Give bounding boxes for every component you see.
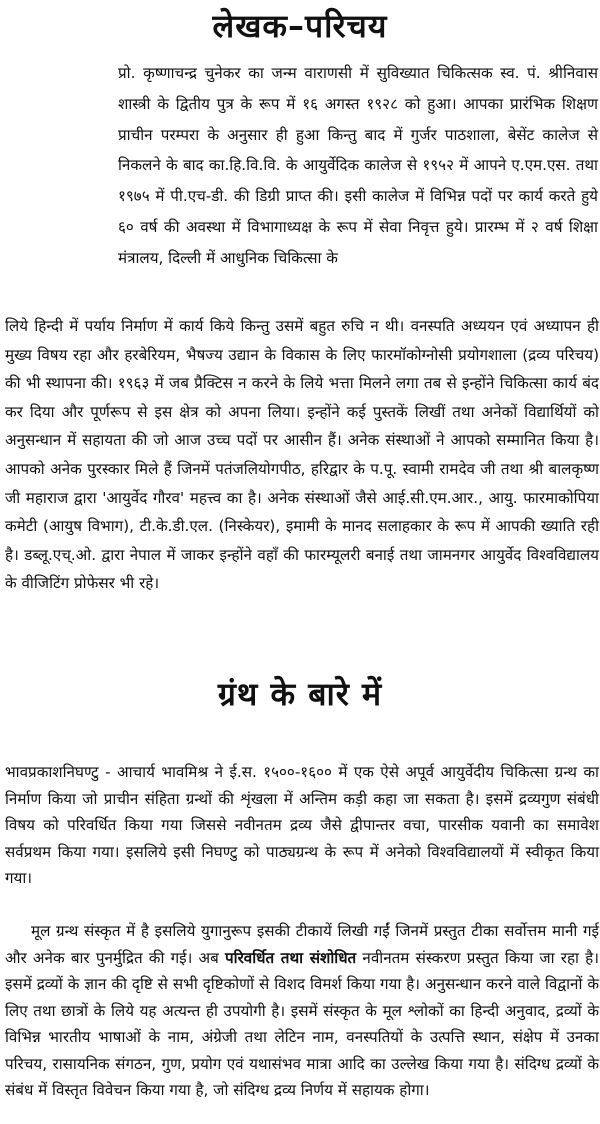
book-paragraph-1: भावप्रकाशनिघण्टु - आचार्य भावमिश्र ने ई.स. १५००-१६०० में एक ऐसे अपूर्व आयुर्वेदीय चिकित्सा ग्रन्थ का निर्माण किया जो प्राचीन संहिता ग्रन्थों की शृंखला में अन्तिम कड़ी कहा जा सकता है। इसमें द्रव्यगुण संबंधी विषय को परिवर्धित किया गया जिससे नवीनतम द्रव्य जैसे द्वीपान्तर वचा, पारसीक यवानी का समावेश सर्वप्रथम किया गया। इसलिये इसी निघण्टु को पाठ्यग्रन्थ के रूप में अनेको विश्वविद्यालयों में स्वीकृत किया गया।: [5, 763, 599, 887]
author-paragraph-continued: लिये हिन्दी में पर्याय निर्माण में कार्य किये किन्तु उसमें बहुत रुचि न थी। वनस्पति अध्ययन एवं अध्यापन ही मुख्य विषय रहा और हरबेरियम, भैषज्य उद्यान के विकास के लिए फारमॉकोग्नोसी प्रयोगशाला (द्रव्य परिचय) की भी स्थापना की। १९६३ में जब प्रैक्टिस न करने के लिये भत्ता मिलने लगा तब से इन्होंने चिकित्सा कार्य बंद कर दिया और पूर्णरूप से इस क्षेत्र को अपना लिया। इन्होंने कई पुस्तकें लिखीं तथा अनेकों विद्यार्थियों को अनुसन्धान में सहायता की जो आज उच्च पदों पर आसीन हैं। अनेक संस्थाओं ने आपको सम्मानित किया है। आपको अनेक पुरस्कार मिले हैं जिनमें पतंजलियोगपीठ, हरिद्वार के प.पू. स्वामी रामदेव जी तथा श्री बालकृष्ण जी महाराज द्वारा 'आयुर्वेद गौरव' महत्त्व का है। अनेक संस्थाओं जैसे आई.सी.एम.आर., आयु. फारमाकोपिया कमेटी (आयुष विभाग), टी.के.डी.एल. (निस्केयर), इमामी के मानद सलाहकार के रूप में आपकी ख्याति रही है। डब्लू.एच्.ओ. द्वारा नेपाल में जाकर इन्होंने वहाँ की फारम्यूलरी बनाई तथा जामनगर आयुर्वेद विश्वविद्यालय के वीजिटिंग प्रोफेसर भी रहे।: [5, 317, 599, 593]
book-heading: ग्रंथ के बारे में: [217, 675, 383, 713]
book-paragraph-2-start: मूल ग्रन्थ संस्कृत में है इसलिये युगानुरूप इसकी टीकायें लिखी गईं जिनमें प्रस्तुत टीका सर्वोत्तम मानी गई और अनेक बार पुनर्मुद्रित की गई। अब: [5, 922, 599, 967]
book-paragraph-2-end: नवीनतम संस्करण प्रस्तुत किया जा रहा है। इसमें द्रव्यों के ज्ञान की दृष्टि से सभी दृष्टिकोणों से विशद विमर्श किया गया है। अनुसन्धान करने वाले विद्वानों के लिए तथा छात्रों के लिये यह अत्यन्त ही उपयोगी है। इसमें संस्कृत के मूल श्लोकों का हिन्दी अनुवाद, द्रव्यों के विभिन्न भारतीय भाषाओं के नाम, अंग्रेजी तथा लेटिन नाम, वनस्पतियों के उत्पत्ति स्थान, संक्षेप में उनका परिचय, रासायनिक संगठन, गुण, प्रयोग एवं यथासंभव मात्रा आदि का उल्लेख किया गया है। संदिग्ध द्रव्यों के संबंध में विस्तृत विवेचन किया गया है, जो संदिग्ध द्रव्य निर्णय में सहायक होगा।: [5, 948, 599, 1099]
author-heading: लेखक–परिचय: [212, 7, 388, 45]
book-paragraph-2: [5, 918, 599, 1104]
book-paragraph-2-emphasis: परिवर्धित तथा संशोधित: [225, 948, 357, 967]
author-paragraph-intro: प्रो. कृष्णाचन्द्र चुनेकर का जन्म वाराणसी में सुविख्यात चिकित्सक स्व. पं. श्रीनिवास शास्त्री के द्वितीय पुत्र के रूप में १६ अगस्त १९२८ को हुआ। आपका प्रारंभिक शिक्षण प्राचीन परम्परा के अनुसार ही हुआ किन्तु बाद में गुर्जर पाठशाला, बेसेंट कालेज से निकलने के बाद का.हि.वि.वि. के आयुर्वेदिक कालेज से १९५२ में आपने ए.एम.एस. तथा १९७५ में पी.एच-डी. की डिग्री प्राप्त की। इसी कालेज में विभिन्न पदों पर कार्य करते हुये ६० वर्ष की अवस्था में विभागाध्यक्ष के रूप में सेवा निवृत्त हुये। प्रारम्भ में २ वर्ष शिक्षा मंत्रालय, दिल्ली में आधुनिक चिकित्सा के: [118, 64, 598, 267]
